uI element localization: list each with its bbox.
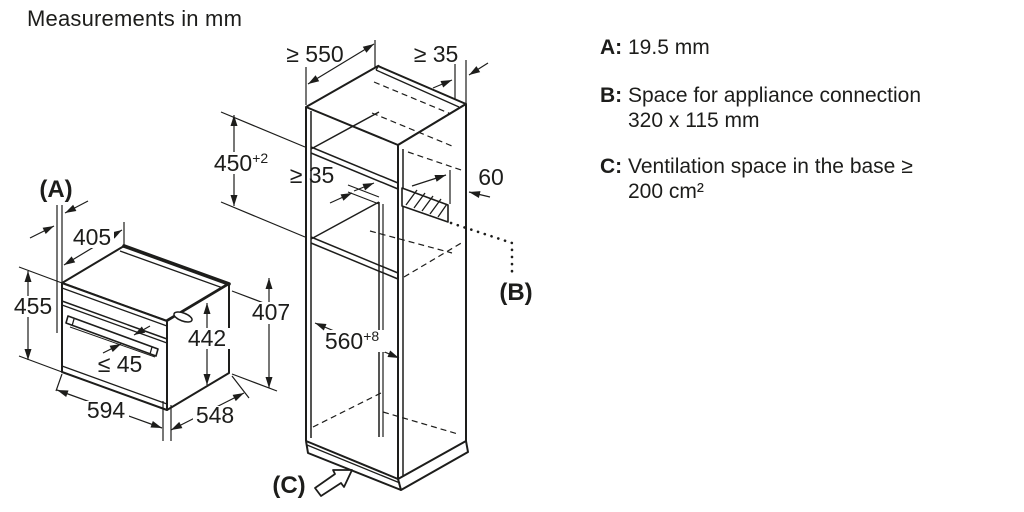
dim-connection-gap: 60 (478, 164, 504, 190)
dim-oven-height-total: 455 (13, 293, 53, 319)
label-c: (C) (272, 472, 306, 499)
legend-b-line1: Space for appliance connection (628, 84, 922, 107)
legend-key-b: B: (600, 84, 623, 107)
legend-c-line1: Ventilation space in the base ≥ (628, 155, 913, 178)
dim-oven-rear-height: 407 (251, 299, 291, 325)
dim-cabinet-depth: ≥ 550 (286, 41, 344, 67)
ventilation-arrow-icon (315, 470, 352, 496)
dim-oven-door-height: 442 (187, 325, 227, 351)
label-b: (B) (499, 279, 533, 306)
dim-niche-rear-gap: ≥ 35 (289, 162, 335, 188)
cabinet-drawing (306, 65, 512, 496)
dim-oven-width: 594 (86, 397, 126, 423)
legend-a-line1: 19.5 mm (628, 36, 710, 59)
label-a: (A) (39, 176, 73, 203)
page-title: Measurements in mm (27, 6, 243, 31)
legend-b-line2: 320 x 115 mm (628, 109, 760, 132)
dim-oven-handle: ≤ 45 (97, 351, 143, 377)
dim-niche-height: $450^{+2}$ (213, 150, 269, 176)
legend-key-c: C: (600, 155, 623, 178)
legend-key-a: A: (600, 36, 623, 59)
dim-cabinet-top-rear-gap: ≥ 35 (413, 41, 459, 67)
dim-oven-body-depth: 548 (195, 402, 235, 428)
legend-c-line2: 200 cm² (628, 180, 704, 203)
dim-oven-depth: 405 (72, 224, 112, 250)
dim-niche-width: $560^{+8}$ (324, 328, 380, 354)
